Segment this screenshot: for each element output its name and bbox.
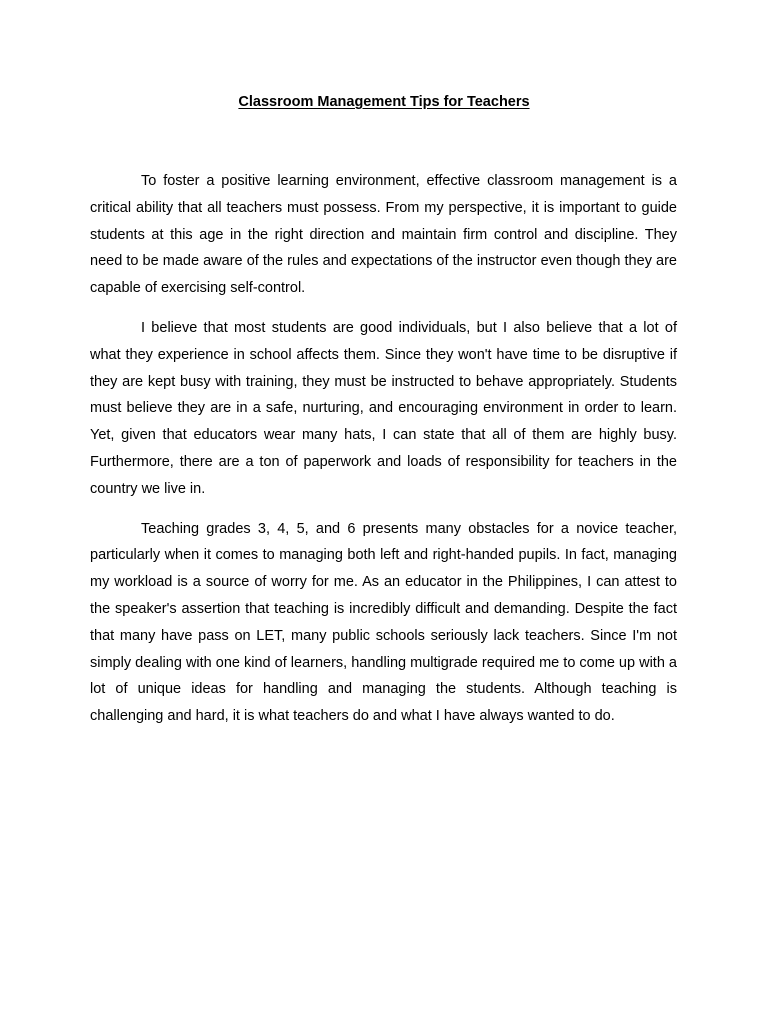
paragraph-2: I believe that most students are good individuals, but I also believe that a lot of what they experience in school affects them. Since they won't have time to be disruptive if they are kept busy with training, they must be instructed to behave appropriately. Students must believe they are in a safe, nurturing, and encouraging environment in order to learn. Yet, given that educators wear many hats, I can state that all of them are highly busy. Furthermore, there are a ton of paperwork and loads of responsibility for teachers in the country we live in.: [90, 319, 677, 497]
paragraph-3: Teaching grades 3, 4, 5, and 6 presents many obstacles for a novice teacher, particularly when it comes to managing both left and right-handed pupils. In fact, managing my workload is a source of worry for me. As an educator in the Philippines, I can attest to the speaker's assertion that teaching is incredibly difficult and demanding. Despite the fact that many have pass on LET, many public schools seriously lack teachers. Since I'm not simply dealing with one kind of learners, handling multigrade required me to come up with a lot of unique ideas for handling and managing the students. Although teaching is challenging and hard, it is what teachers do and what I have always wanted to do.: [90, 520, 677, 725]
paragraph-1: To foster a positive learning environment, effective classroom management is a critical ability that all teachers must possess. From my perspective, it is important to guide students at this age in the right direction and maintain firm control and discipline. They need to be made aware of the rules and expectations of the instructor even though they are capable of exercising self-control.: [90, 173, 677, 297]
document-title: Classroom Management Tips for Teachers: [238, 94, 530, 110]
document-body: [90, 168, 677, 743]
